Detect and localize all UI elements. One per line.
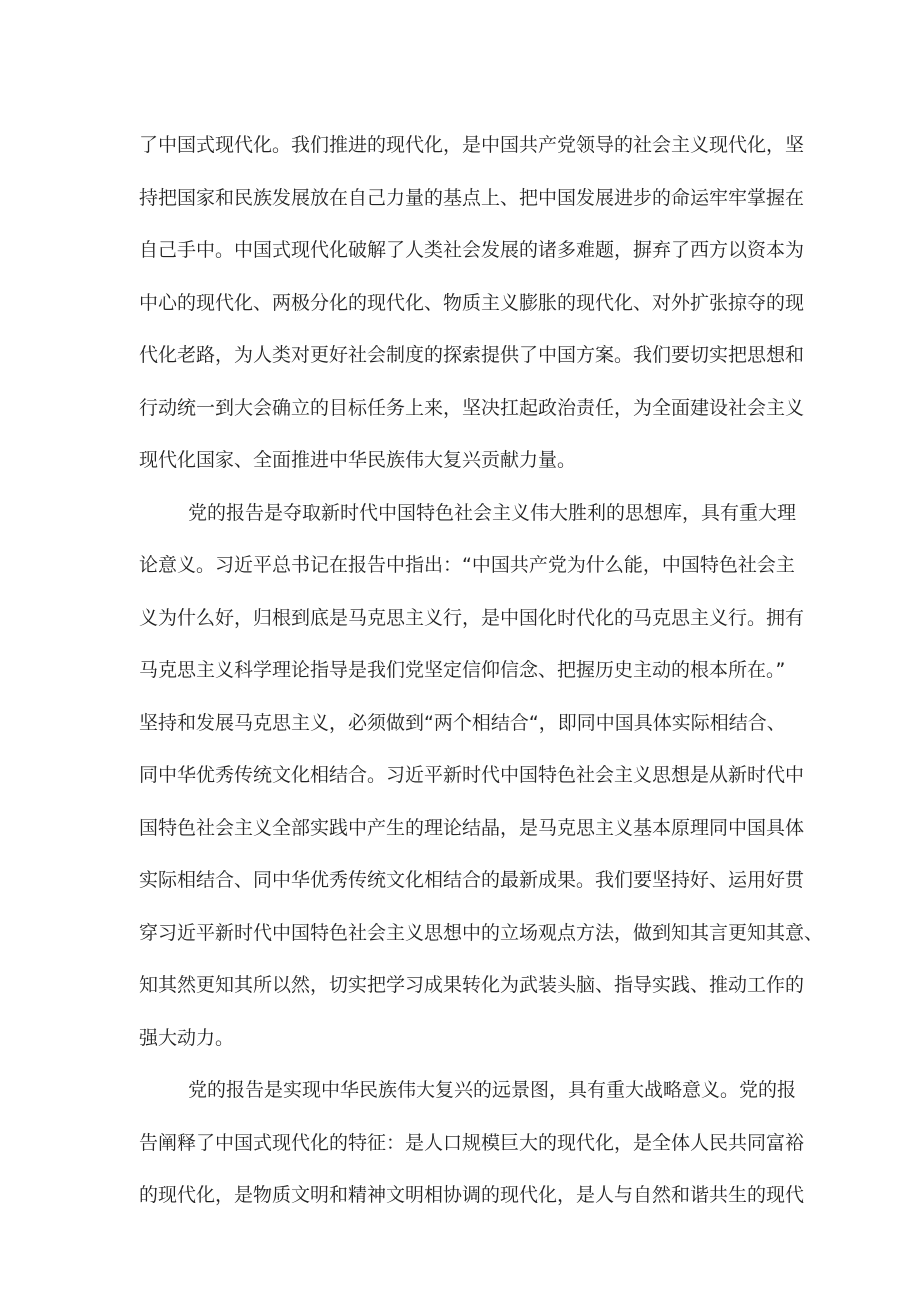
text-line: 中心的现代化、两极分化的现代化、物质主义膨胀的现代化、对外扩张掠夺的现	[139, 292, 805, 314]
text-line: 的现代化，是物质文明和精神文明相协调的现代化，是人与自然和谐共生的现代	[139, 1184, 805, 1206]
text-line: 同中华优秀传统文化相结合。习近平新时代中国特色社会主义思想是从新时代中	[139, 764, 805, 786]
text-line: 现代化国家、全面推进中华民族伟大复兴贡献力量。	[139, 449, 577, 471]
text-line: 自己手中。中国式现代化破解了人类社会发展的诸多难题，摒弃了西方以资本为	[139, 239, 805, 261]
text-line: 持把国家和民族发展放在自己力量的基点上、把中国发展进步的命运牢牢掌握在	[139, 187, 805, 209]
text-line: 了中国式现代化。我们推进的现代化，是中国共产党领导的社会主义现代化，坚	[139, 134, 805, 156]
text-line: 知其然更知其所以然，切实把学习成果转化为武装头脑、指导实践、推动工作的	[139, 974, 805, 996]
text-line: 国特色社会主义全部实践中产生的理论结晶，是马克思主义基本原理同中国具体	[139, 817, 805, 839]
text-line: 强大动力。	[139, 1027, 235, 1049]
text-line: 义为什么好，归根到底是马克思主义行，是中国化时代化的马克思主义行。拥有	[139, 607, 805, 629]
text-line: 论意义。习近平总书记在报告中指出：“中国共产党为什么能，中国特色社会主	[139, 554, 795, 576]
text-line: 马克思主义科学理论指导是我们党坚定信仰信念、把握历史主动的根本所在。”	[139, 659, 786, 681]
text-line: 党的报告是实现中华民族伟大复兴的远景图，具有重大战略意义。党的报	[188, 1079, 797, 1101]
text-line: 实际相结合、同中华优秀传统文化相结合的最新成果。我们要坚持好、运用好贯	[139, 869, 805, 891]
text-line: 代化老路，为人类对更好社会制度的探索提供了中国方案。我们要切实把思想和	[139, 344, 805, 366]
text-line: 穿习近平新时代中国特色社会主义思想中的立场观点方法，做到知其言更知其意、	[139, 922, 824, 944]
text-line: 行动统一到大会确立的目标任务上来，坚决扛起政治责任，为全面建设社会主义	[139, 397, 805, 419]
text-line: 坚持和发展马克思主义，必须做到“两个相结合“，即同中国具体实际相结合、	[139, 712, 786, 734]
text-line: 告阐释了中国式现代化的特征：是人口规模巨大的现代化，是全体人民共同富裕	[139, 1132, 805, 1154]
text-line: 党的报告是夺取新时代中国特色社会主义伟大胜利的思想库，具有重大理	[188, 502, 797, 524]
